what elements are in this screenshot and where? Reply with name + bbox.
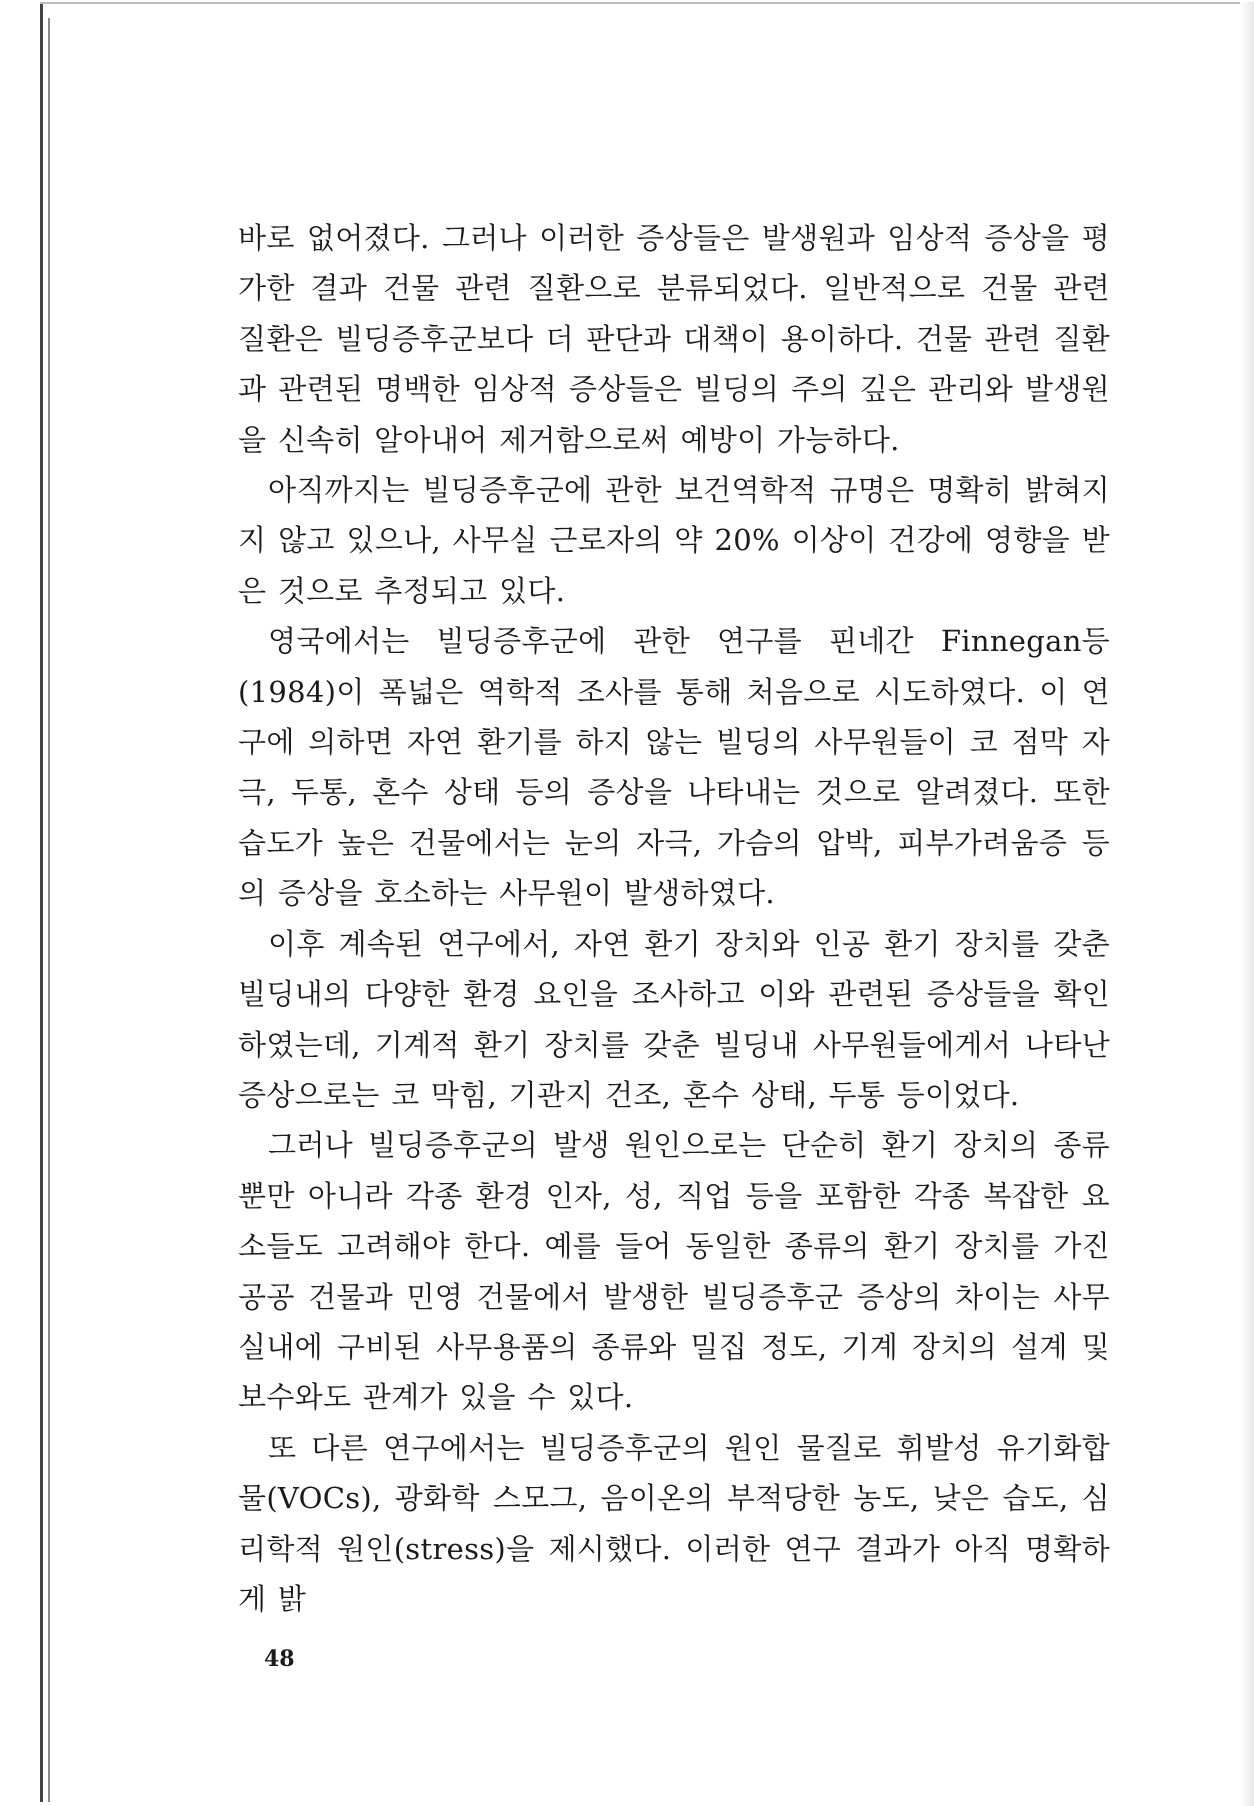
body-text <box>238 213 1110 1624</box>
page-right-edge <box>1240 2 1254 1806</box>
paragraph-1: 바로 없어졌다. 그러나 이러한 증상들은 발생원과 임상적 증상을 평가한 결과 건물 관련 질환으로 분류되었다. 일반적으로 건물 관련 질환은 빌딩증후군보다 더 판단과 대책이 용이하다. 건물 관련 질환과 관련된 명백한 임상적 증상들은 빌딩의 주의 깊은 관리와 발생원을 신속히 알아내어 제거함으로써 예방이 가능하다. <box>238 221 1110 457</box>
page-top-edge <box>40 2 1254 4</box>
binding-edge-outer <box>40 4 43 1802</box>
page-number: 48 <box>264 1646 295 1672</box>
paragraph-2: 아직까지는 빌딩증후군에 관한 보건역학적 규명은 명확히 밝혀지지 않고 있으나, 사무실 근로자의 약 20% 이상이 건강에 영향을 받은 것으로 추정되고 있다. <box>238 473 1110 608</box>
paragraph-4: 이후 계속된 연구에서, 자연 환기 장치와 인공 환기 장치를 갖춘 빌딩내의 다양한 환경 요인을 조사하고 이와 관련된 증상들을 확인하였는데, 기계적 환기 장치를 갖춘 빌딩내 사무원들에게서 나타난 증상으로는 코 막힘, 기관지 건조, 혼수 상태, 두통 등이었다. <box>238 926 1110 1112</box>
paragraph-3: 영국에서는 빌딩증후군에 관한 연구를 핀네간 Finnegan등(1984)이 폭넓은 역학적 조사를 통해 처음으로 시도하였다. 이 연구에 의하면 자연 환기를 하지 않는 빌딩의 사무원들이 코 점막 자극, 두통, 혼수 상태 등의 증상을 나타내는 것으로 알려졌다. 또한 습도가 높은 건물에서는 눈의 자극, 가슴의 압박, 피부가려움증 등의 증상을 호소하는 사무원이 발생하였다. <box>238 624 1110 911</box>
paragraph-6: 또 다른 연구에서는 빌딩증후군의 원인 물질로 휘발성 유기화합물(VOCs), 광화학 스모그, 음이온의 부적당한 농도, 낮은 습도, 심리학적 원인(stress)을 제시했다. 이러한 연구 결과가 아직 명확하게 밝 <box>238 1430 1110 1616</box>
binding-edge-inner <box>48 18 50 1802</box>
paragraph-5: 그러나 빌딩증후군의 발생 원인으로는 단순히 환기 장치의 종류뿐만 아니라 각종 환경 인자, 성, 직업 등을 포함한 각종 복잡한 요소들도 고려해야 한다. 예를 들어 동일한 종류의 환기 장치를 가진 공공 건물과 민영 건물에서 발생한 빌딩증후군 증상의 차이는 사무실내에 구비된 사무용품의 종류와 밀집 정도, 기계 장치의 설계 및 보수와도 관계가 있을 수 있다. <box>238 1128 1110 1415</box>
